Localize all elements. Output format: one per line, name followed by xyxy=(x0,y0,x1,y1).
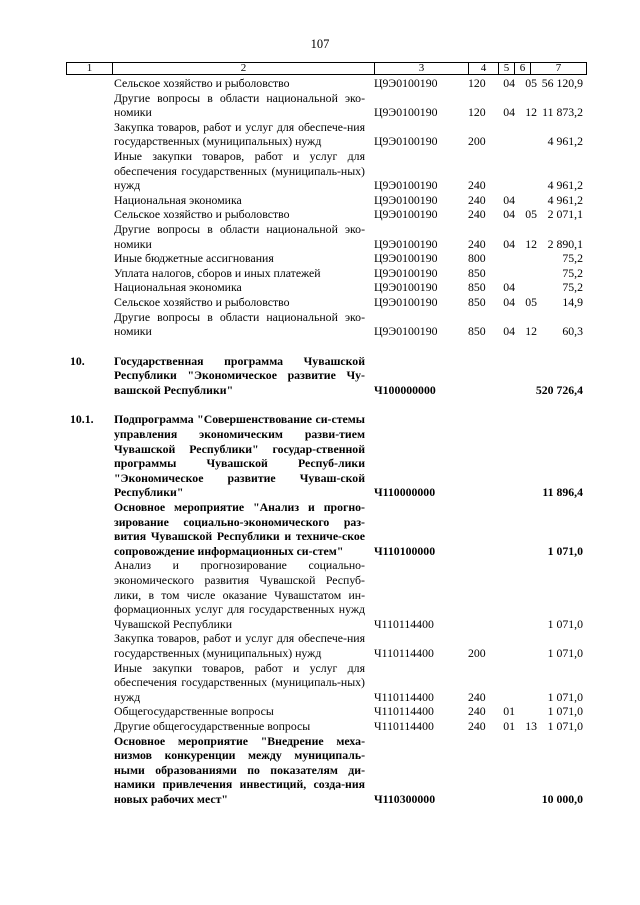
row-code: Ч110114400 xyxy=(374,645,434,660)
header-col-3: 3 xyxy=(374,63,468,74)
row-number: 10.1. xyxy=(70,412,94,427)
row-sum: 14,9 xyxy=(562,294,583,309)
table-row xyxy=(0,222,640,251)
row-code: Ц9Э0100190 xyxy=(374,207,438,222)
row-name: Иные закупки товаров, работ и услуг для обеспечения государственных (муниципаль-ных) нужд xyxy=(114,148,365,193)
row-rz: 01 xyxy=(503,718,515,733)
page-number: 107 xyxy=(310,37,330,51)
row-sum: 75,2 xyxy=(562,265,583,280)
table-row xyxy=(0,266,640,281)
row-sum: 60,3 xyxy=(562,324,583,339)
row-code: Ч110100000 xyxy=(374,543,436,558)
table-row-program xyxy=(0,354,640,398)
row-name: Сельское хозяйство и рыболовство xyxy=(114,207,290,222)
table-row xyxy=(0,120,640,149)
table-row-main-activity xyxy=(0,500,640,558)
table-row xyxy=(0,631,640,660)
table-row xyxy=(0,295,640,310)
row-sum: 4 961,2 xyxy=(547,134,583,149)
row-pr: 05 xyxy=(525,207,537,222)
row-sum: 1 071,0 xyxy=(547,645,583,660)
table-row xyxy=(0,193,640,208)
section-gap xyxy=(0,397,640,412)
row-rz: 04 xyxy=(503,207,515,222)
row-rz: 04 xyxy=(503,280,515,295)
row-code: Ч100000000 xyxy=(374,382,436,397)
row-sum: 75,2 xyxy=(562,251,583,266)
row-sum: 1 071,0 xyxy=(547,704,583,719)
row-code: Ц9Э0100190 xyxy=(374,280,438,295)
header-col-6: 6 xyxy=(514,63,530,74)
row-vr: 240 xyxy=(468,207,486,222)
table-row xyxy=(0,661,640,705)
row-vr: 120 xyxy=(468,105,486,120)
row-code: Ч110000000 xyxy=(374,485,436,500)
row-vr: 200 xyxy=(468,134,486,149)
row-name: Общегосударственные вопросы xyxy=(114,704,274,719)
row-vr: 200 xyxy=(468,645,486,660)
row-vr: 800 xyxy=(468,251,486,266)
row-vr: 850 xyxy=(468,265,486,280)
row-vr: 240 xyxy=(468,718,486,733)
row-sum: 11 873,2 xyxy=(542,105,583,120)
row-pr: 05 xyxy=(525,76,537,90)
table-row xyxy=(0,76,640,91)
row-sum: 4 961,2 xyxy=(547,178,583,193)
row-name: Государственная программа Чувашской Республики "Экономическое развитие Чу-вашской Республики" xyxy=(114,353,365,397)
row-name: Закупка товаров, работ и услуг для обеспече-ния государственных (муниципальных) нужд xyxy=(114,119,365,149)
row-code: Ц9Э0100190 xyxy=(374,265,438,280)
row-code: Ц9Э0100190 xyxy=(374,134,438,149)
row-pr: 12 xyxy=(525,236,537,251)
table-header xyxy=(66,62,587,75)
table-row xyxy=(0,310,640,339)
row-sum: 2 071,1 xyxy=(547,207,583,222)
row-code: Ч110300000 xyxy=(374,791,436,806)
header-col-4: 4 xyxy=(468,63,498,74)
row-rz: 04 xyxy=(503,192,515,207)
row-sum: 1 071,0 xyxy=(547,689,583,704)
table-row xyxy=(0,251,640,266)
row-sum: 56 120,9 xyxy=(541,76,583,90)
row-name: Национальная экономика xyxy=(114,280,242,295)
table-row xyxy=(0,91,640,120)
row-name: Национальная экономика xyxy=(114,192,242,207)
row-name: Другие общегосударственные вопросы xyxy=(114,718,311,733)
row-name: Другие вопросы в области национальной эко-номики xyxy=(114,90,365,120)
row-code: Ц9Э0100190 xyxy=(374,178,438,193)
row-rz: 04 xyxy=(503,236,515,251)
table-row xyxy=(0,149,640,193)
row-name: Подпрограмма "Совершенствование си-стемы управления экономическим разви-тием Чувашской Республики" государ-ственной программы Чувашской Респуб-лики "Экономическое развитие Чуваш-ской Республики" xyxy=(114,412,365,500)
row-sum: 10 000,0 xyxy=(541,791,583,806)
row-vr: 120 xyxy=(468,76,486,90)
row-code: Ч110114400 xyxy=(374,704,434,719)
row-sum: 11 896,4 xyxy=(542,485,583,500)
row-sum: 2 890,1 xyxy=(547,236,583,251)
header-col-2: 2 xyxy=(112,63,374,74)
row-code: Ч110114400 xyxy=(374,616,434,631)
row-pr: 12 xyxy=(525,324,537,339)
row-vr: 240 xyxy=(468,236,486,251)
row-vr: 850 xyxy=(468,294,486,309)
row-vr: 850 xyxy=(468,324,486,339)
row-vr: 240 xyxy=(468,192,486,207)
section-gap xyxy=(0,339,640,354)
table-body xyxy=(0,76,640,807)
row-code: Ч110114400 xyxy=(374,689,434,704)
table-row xyxy=(0,719,640,734)
row-sum: 1 071,0 xyxy=(547,718,583,733)
row-code: Ц9Э0100190 xyxy=(374,192,438,207)
row-rz: 04 xyxy=(503,76,515,90)
row-name: Основное мероприятие "Внедрение меха-низмов конкуренции между муниципаль-ными образованиями по показателям ди-намики привлечения инвестиций, созда-ния новых рабочих мест" xyxy=(114,733,365,806)
row-name: Сельское хозяйство и рыболовство xyxy=(114,76,290,90)
table-row xyxy=(0,704,640,719)
row-code: Ц9Э0100190 xyxy=(374,236,438,251)
row-name: Основное мероприятие "Анализ и прогно-зирование социально-экономического раз-вития Чувашской Республики и техниче-ское сопровождение информационных си-стем" xyxy=(114,500,365,558)
row-code: Ц9Э0100190 xyxy=(374,105,438,120)
header-col-7: 7 xyxy=(530,63,586,74)
row-code: Ц9Э0100190 xyxy=(374,324,438,339)
row-vr: 240 xyxy=(468,689,486,704)
row-vr: 240 xyxy=(468,704,486,719)
row-vr: 850 xyxy=(468,280,486,295)
header-col-1: 1 xyxy=(86,62,93,74)
row-sum: 1 071,0 xyxy=(547,543,583,558)
row-name: Закупка товаров, работ и услуг для обеспече-ния государственных (муниципальных) нужд xyxy=(114,631,365,660)
row-name: Иные бюджетные ассигнования xyxy=(114,251,274,266)
row-vr: 240 xyxy=(468,178,486,193)
table-row xyxy=(0,207,640,222)
row-name: Иные закупки товаров, работ и услуг для обеспечения государственных (муниципаль-ных) нужд xyxy=(114,660,365,704)
row-pr: 13 xyxy=(525,718,537,733)
row-code: Ц9Э0100190 xyxy=(374,76,438,90)
row-sum: 75,2 xyxy=(562,280,583,295)
row-name: Анализ и прогнозирование социально-экономического развития Чувашской Респуб-лики, в том числе оказание Чувашстатом ин-формационных услуг для государственных нужд Чувашской Республики xyxy=(114,558,365,631)
row-rz: 04 xyxy=(503,105,515,120)
row-pr: 05 xyxy=(525,294,537,309)
row-name: Другие вопросы в области национальной эко-номики xyxy=(114,221,365,251)
table-row xyxy=(0,558,640,631)
table-row-subprogram xyxy=(0,412,640,500)
row-rz: 01 xyxy=(503,704,515,719)
row-pr: 12 xyxy=(525,105,537,120)
row-sum: 520 726,4 xyxy=(535,382,583,397)
header-col-5: 5 xyxy=(498,63,514,74)
row-code: Ц9Э0100190 xyxy=(374,294,438,309)
row-code: Ц9Э0100190 xyxy=(374,251,438,266)
table-row xyxy=(0,280,640,295)
table-row-main-activity xyxy=(0,734,640,807)
row-number: 10. xyxy=(70,353,85,368)
row-rz: 04 xyxy=(503,294,515,309)
row-name: Другие вопросы в области национальной эко-номики xyxy=(114,309,365,339)
row-sum: 1 071,0 xyxy=(547,616,583,631)
row-name: Уплата налогов, сборов и иных платежей xyxy=(114,265,321,280)
row-rz: 04 xyxy=(503,324,515,339)
row-code: Ч110114400 xyxy=(374,718,434,733)
row-name: Сельское хозяйство и рыболовство xyxy=(114,294,290,309)
row-sum: 4 961,2 xyxy=(547,192,583,207)
